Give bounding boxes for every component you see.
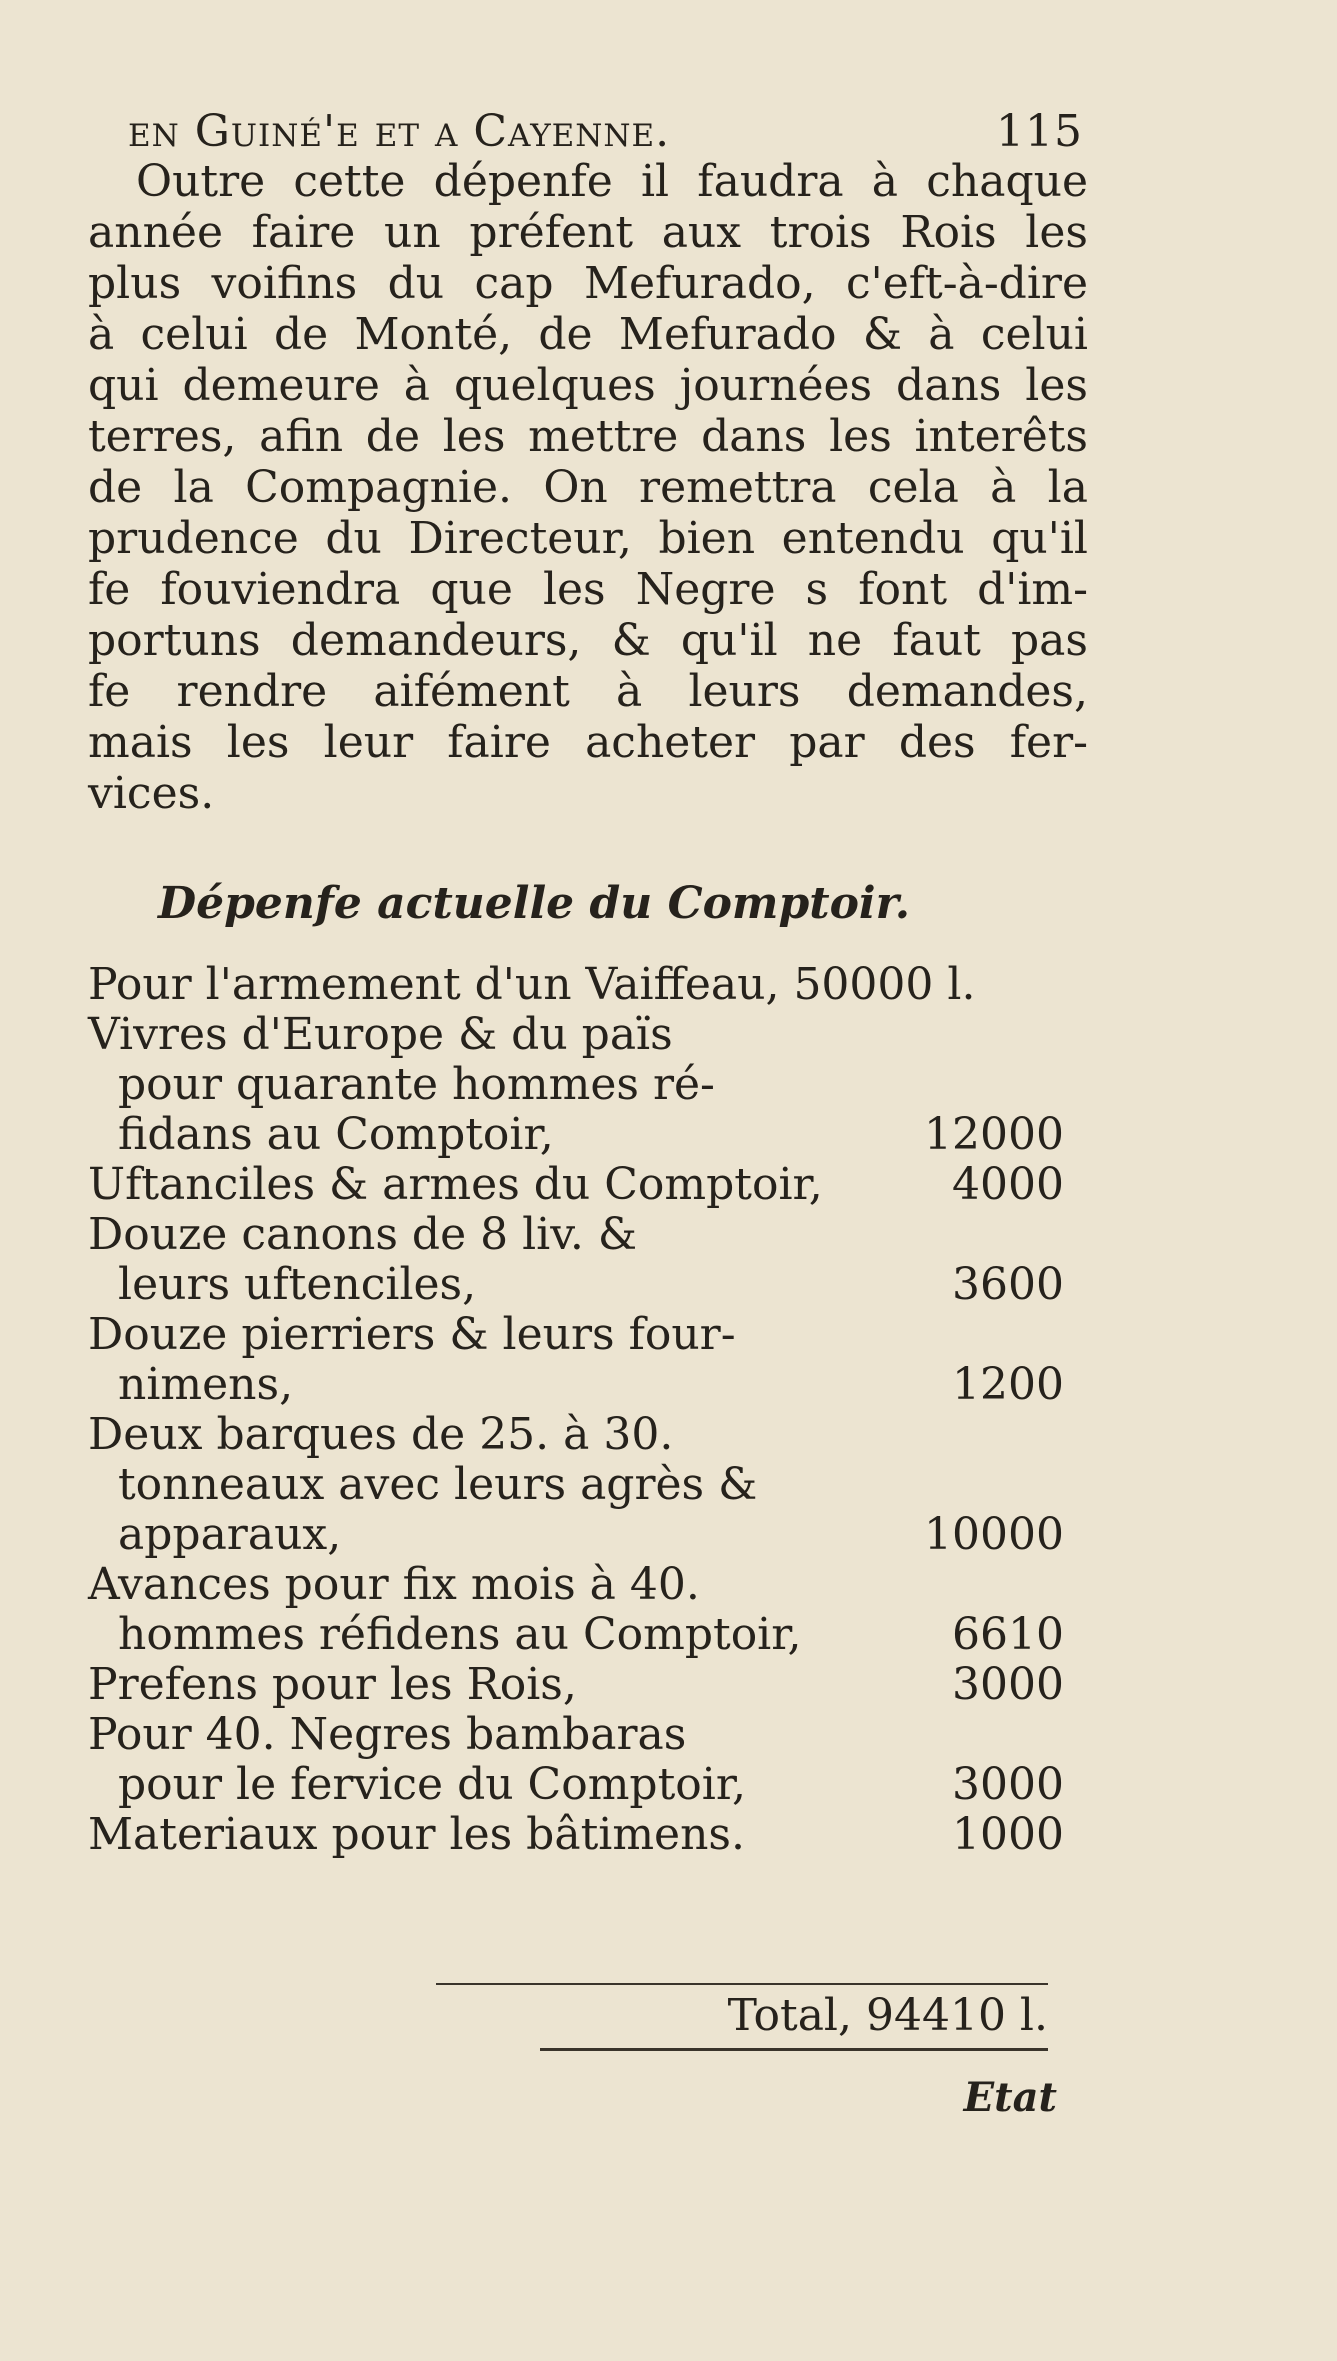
ledger-entry bbox=[88, 1210, 1088, 1310]
running-title: en Guiné'e et a Cayenne. bbox=[128, 106, 671, 157]
ledger-entry bbox=[88, 1810, 1088, 1860]
ledger-entry bbox=[88, 960, 1088, 1010]
entry-amount: 1200 bbox=[952, 1359, 1064, 1410]
entry-label: Prefens pour les Rois, bbox=[88, 1659, 577, 1710]
entry-label: pour le fervice du Comptoir, bbox=[118, 1759, 747, 1810]
ledger-entry bbox=[88, 1660, 1088, 1710]
ledger-entry bbox=[88, 1160, 1088, 1210]
prose-line: vices. bbox=[88, 768, 215, 819]
prose-line: fe fouviendra que les Negre s font d'im- bbox=[88, 564, 1088, 615]
ledger-total: Total, 94410 l. bbox=[727, 1990, 1048, 2041]
entry-amount: 1000 bbox=[952, 1809, 1064, 1860]
entry-label: Deux barques de 25. à 30. bbox=[88, 1409, 674, 1460]
entry-amount: 10000 bbox=[924, 1509, 1064, 1560]
prose-line: de la Compagnie. On remettra cela à la bbox=[88, 462, 1088, 513]
prose-line: année faire un préfent aux trois Rois les bbox=[88, 207, 1088, 258]
prose-line: qui demeure à quelques journées dans les bbox=[88, 360, 1088, 411]
ledger-entry bbox=[88, 1310, 1088, 1410]
entry-label: Uftanciles & armes du Comptoir, bbox=[88, 1159, 823, 1210]
entry-label: leurs uftenciles, bbox=[118, 1259, 477, 1310]
entry-label: Avances pour fix mois à 40. bbox=[88, 1559, 700, 1610]
ledger-entry bbox=[88, 1410, 1088, 1560]
entry-label: Vivres d'Europe & du païs bbox=[88, 1009, 673, 1060]
page-number: 115 bbox=[996, 106, 1083, 157]
entry-amount: 6610 bbox=[952, 1609, 1064, 1660]
entry-amount: 12000 bbox=[924, 1109, 1064, 1160]
section-subtitle: Dépenfe actuelle du Comptoir. bbox=[158, 878, 911, 929]
prose-paragraph bbox=[88, 156, 1088, 819]
prose-line: prudence du Directeur, bien entendu qu'il bbox=[88, 513, 1088, 564]
entry-label: Pour 40. Negres bambaras bbox=[88, 1709, 687, 1760]
entry-label: tonneaux avec leurs agrès & bbox=[118, 1459, 758, 1510]
prose-line: fe rendre aifément à leurs demandes, bbox=[88, 666, 1088, 717]
expense-ledger bbox=[88, 960, 1088, 1860]
running-header bbox=[128, 102, 1083, 162]
ledger-entry bbox=[88, 1560, 1088, 1660]
entry-label: Douze pierriers & leurs four- bbox=[88, 1309, 736, 1360]
prose-line: à celui de Monté, de Mefurado & à celui bbox=[88, 309, 1088, 360]
entry-amount: 3000 bbox=[952, 1659, 1064, 1710]
entry-amount: 4000 bbox=[952, 1159, 1064, 1210]
prose-line: mais les leur faire acheter par des fer- bbox=[88, 717, 1088, 768]
prose-line: portuns demandeurs, & qu'il ne faut pas bbox=[88, 615, 1088, 666]
entry-label: Materiaux pour les bâtimens. bbox=[88, 1809, 745, 1860]
prose-line: plus voifins du cap Mefurado, c'eft-à-dire bbox=[88, 258, 1088, 309]
entry-label: hommes réfidens au Comptoir, bbox=[118, 1609, 802, 1660]
entry-amount: 3000 bbox=[952, 1759, 1064, 1810]
sum-rule bbox=[436, 1983, 1048, 1985]
entry-amount: 3600 bbox=[952, 1259, 1064, 1310]
prose-line: Outre cette dépenfe il faudra à chaque bbox=[136, 156, 1088, 207]
prose-line: terres, afin de les mettre dans les interêts bbox=[88, 411, 1088, 462]
entry-label: pour quarante hommes ré- bbox=[118, 1059, 715, 1110]
ledger-entry bbox=[88, 1010, 1088, 1160]
entry-label: fidans au Comptoir, bbox=[118, 1109, 554, 1160]
ledger-entry bbox=[88, 1710, 1088, 1810]
entry-label: apparaux, bbox=[118, 1509, 342, 1560]
total-underline bbox=[540, 2048, 1048, 2051]
entry-label: Pour l'armement d'un Vaiffeau, 50000 l. bbox=[88, 959, 976, 1010]
entry-label: Douze canons de 8 liv. & bbox=[88, 1209, 638, 1260]
entry-label: nimens, bbox=[118, 1359, 294, 1410]
catchword: Etat bbox=[963, 2074, 1057, 2121]
